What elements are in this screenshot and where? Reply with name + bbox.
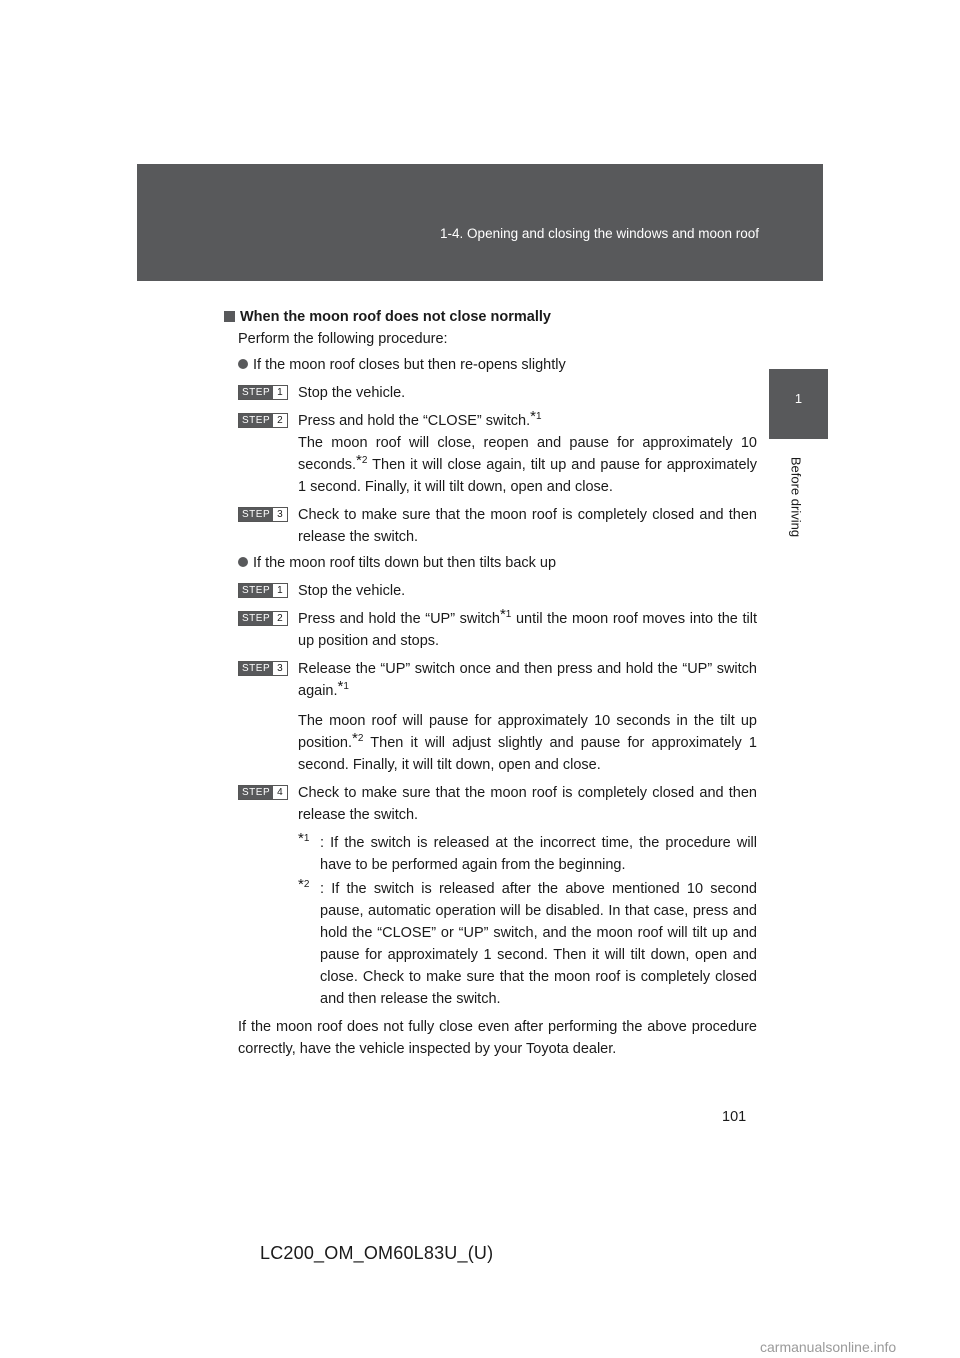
- step-badge: STEP 1: [238, 583, 288, 598]
- step-item: [222, 608, 757, 652]
- footnote-ref: 2: [361, 455, 368, 466]
- step-item: [222, 580, 757, 602]
- document-code: LC200_OM_OM60L83U_(U): [260, 1243, 494, 1263]
- step-text: Stop the vehicle.: [298, 385, 406, 401]
- case-heading: [238, 552, 757, 574]
- step-badge: STEP 3: [238, 661, 288, 676]
- square-bullet-icon: [224, 311, 235, 322]
- case-heading: [238, 354, 757, 376]
- step-text: Press and hold the “UP” switch*$^1$ until the moon roof moves into the tilt up position and stops.: [298, 606, 757, 649]
- step-note: The moon roof will pause for approximately 10 seconds in the tilt up position.*$^2$ Then it will adjust slightly and pause for approximately 1 second. Finally, it will tilt down, open and close.: [298, 713, 757, 773]
- footnote-ref: 1: [343, 681, 349, 692]
- case-title: If the moon roof closes but then re-opens slightly: [253, 357, 566, 373]
- intro-text: Perform the following procedure:: [238, 331, 448, 347]
- section-heading: [224, 306, 757, 328]
- footnote-ref: 2: [357, 733, 364, 744]
- step-text: Check to make sure that the moon roof is completely closed and then release the switch.: [298, 785, 757, 823]
- chapter-tab: [769, 369, 828, 439]
- step-badge: STEP 4: [238, 785, 288, 800]
- chapter-label: Before driving: [788, 456, 804, 538]
- footnote-star: *: [530, 408, 536, 425]
- step-badge: STEP 1: [238, 385, 288, 400]
- step-badge: STEP 2: [238, 611, 288, 626]
- footnote-star: *: [352, 730, 358, 747]
- closing-paragraph: If the moon roof does not fully close even after performing the above procedure correctly, have the vehicle inspected by your Toyota dealer.: [238, 1019, 757, 1057]
- chapter-number: 1: [794, 391, 803, 406]
- section-title: 1-4. Opening and closing the windows and moon roof: [440, 226, 759, 241]
- footnote-star: *: [337, 678, 344, 695]
- section-header: [137, 164, 823, 281]
- step-text: Release the “UP” switch once and then press and hold the “UP” switch again.*$^1$: [298, 661, 757, 699]
- heading-text: When the moon roof does not close normally: [240, 309, 551, 325]
- circle-bullet-icon: [238, 359, 248, 369]
- footnote-ref: 1: [505, 609, 512, 620]
- circle-bullet-icon: [238, 557, 248, 567]
- page-number: 101: [722, 1109, 747, 1125]
- footnotes: [222, 832, 757, 1010]
- footnote-star: *: [356, 452, 362, 469]
- step-badge: STEP 2: [238, 413, 288, 428]
- footnote: *$^1$ : If the switch is released at the incorrect time, the procedure will have to be performed again from the beginning.: [298, 830, 757, 873]
- step-badge: STEP 3: [238, 507, 288, 522]
- case-title: If the moon roof tilts down but then tilts back up: [253, 555, 557, 571]
- step-item: [222, 782, 757, 826]
- footnote-ref: 1: [535, 411, 542, 422]
- page-content: [222, 306, 757, 1060]
- step-text: Check to make sure that the moon roof is completely closed and then release the switch.: [298, 507, 757, 545]
- step-text: Stop the vehicle.: [298, 583, 406, 599]
- footnote-star: *: [499, 606, 506, 623]
- step-item: [222, 382, 757, 404]
- watermark: carmanualsonline.info: [760, 1339, 897, 1355]
- step-text: Press and hold the “CLOSE” switch.*$^1$ The moon roof will close, reopen and pause for approximately 10 seconds.*$^2$ Then it will close again, tilt up and pause for approximately 1 second. Finally, it will tilt down, open and close.: [298, 408, 757, 495]
- footnote: *$^2$ : If the switch is released after the above mentioned 10 second pause, automatic operation will be disabled. In that case, press and hold the “CLOSE” or “UP” switch, and the moon roof will tilt up and pause for approximately 1 second. Then it will tilt down, open and close. Check to make sure that the moon roof is completely closed and then release the switch.: [298, 876, 757, 1007]
- step-item: [222, 410, 757, 498]
- step-item: [222, 504, 757, 548]
- step-item: [222, 658, 757, 776]
